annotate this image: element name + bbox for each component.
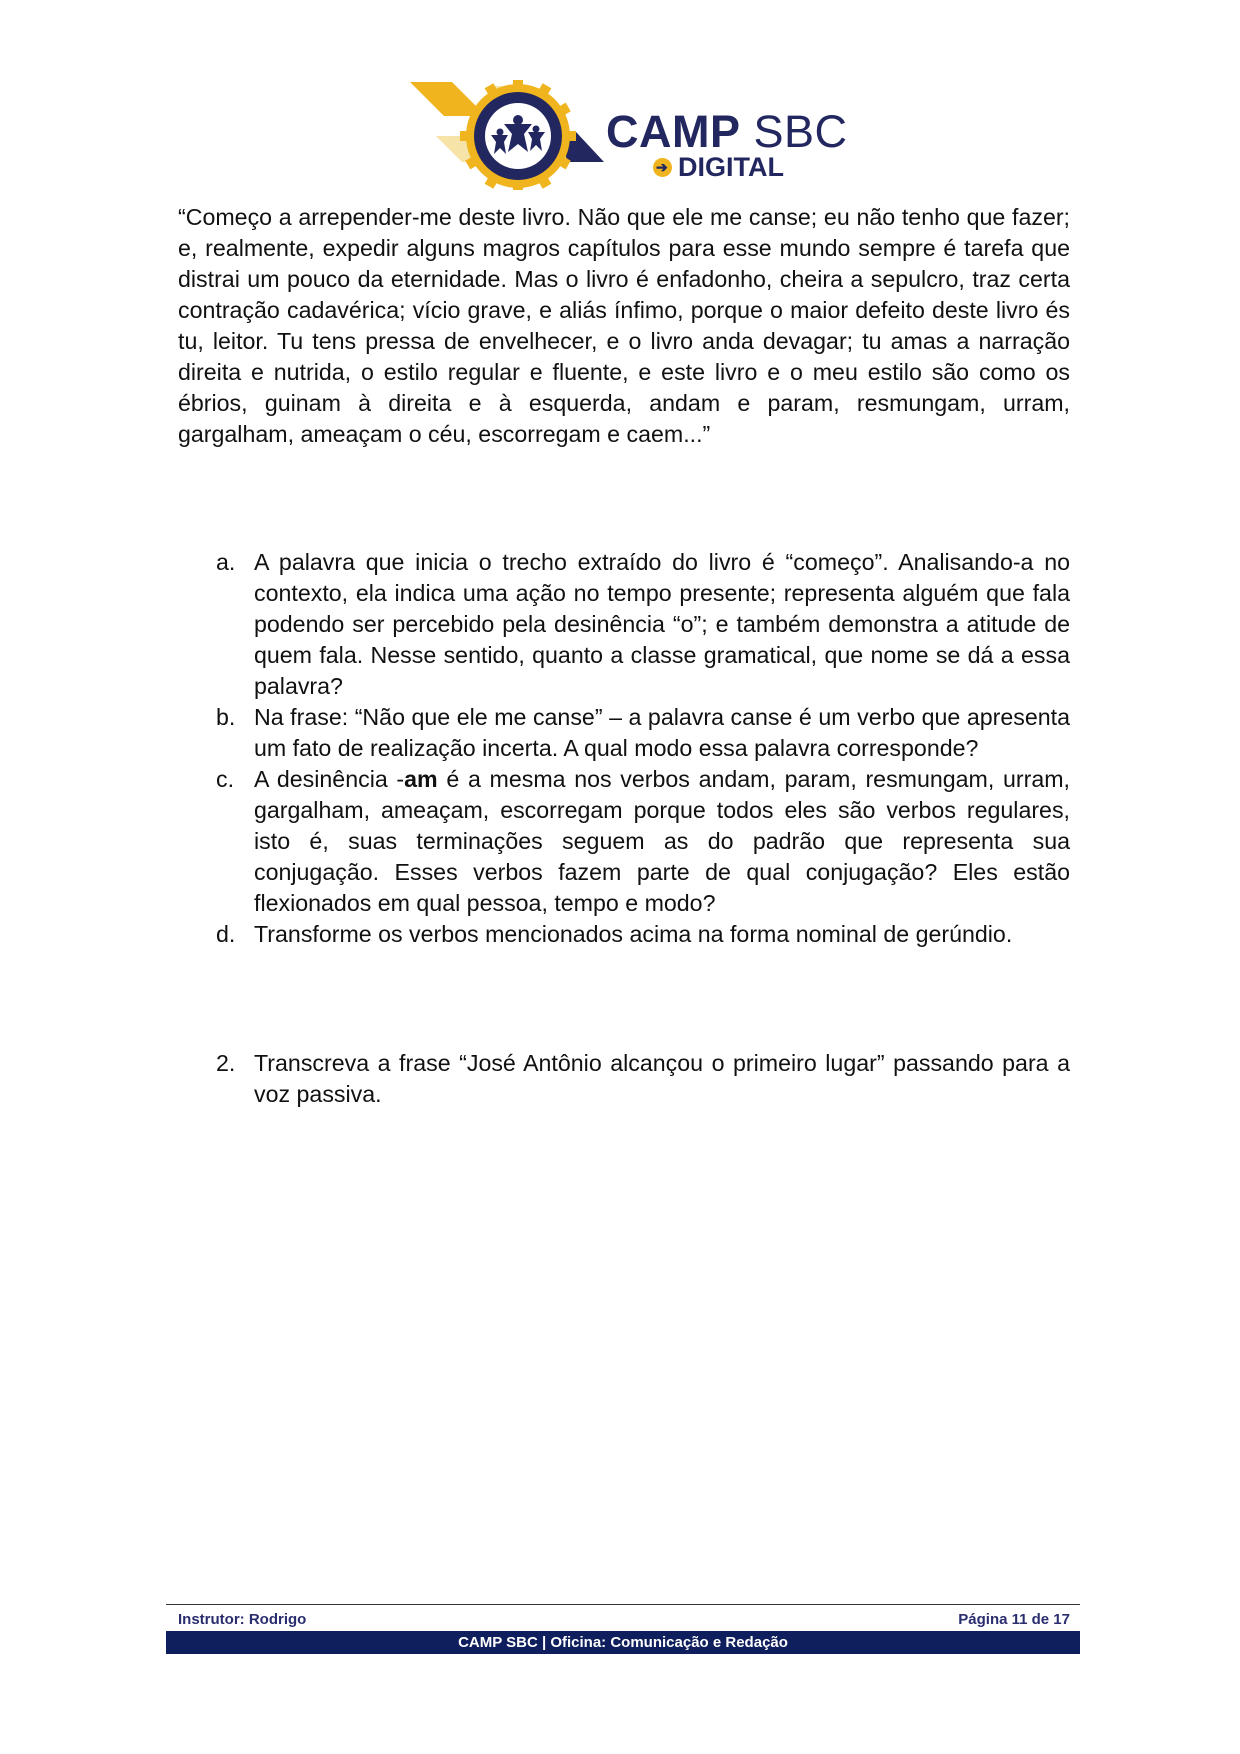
camp-sbc-logo [408, 80, 848, 190]
list-marker: c. [216, 766, 235, 792]
question-text: A palavra que inicia o trecho extraído do livro é “começo”. Analisando-a no contexto, ela indica uma ação no tempo presente; representa alguém que fala podendo ser percebido pela desinência “o”; e também demonstra a atitude de quem fala. Nesse sentido, quanto a classe gramatical, que nome se dá a essa palavra? [254, 549, 1070, 699]
list-marker: a. [216, 549, 236, 575]
literary-quote: “Começo a arrepender-me deste livro. Não que ele me canse; eu não tenho que fazer; e, realmente, expedir alguns magros capítulos para esse mundo sempre é tarefa que distrai um pouco da eternidade. Mas o livro é enfadonho, cheira a sepulcro, traz certa contração cadavérica; vício grave, e aliás ínfimo, porque o maior defeito deste livro és tu, leitor. Tu tens pressa de envelhecer, e o livro anda devagar; tu amas a narração direita e nutrida, o estilo regular e fluente, e este livro e o meu estilo são como os ébrios, guinam à direita e à esquerda, andam e param, resmungam, urram, gargalham, ameaçam o céu, escorregam e caem...” [178, 204, 1070, 447]
instructor-label: Instrutor: Rodrigo [178, 1611, 307, 1628]
brand-sbc: SBC [753, 106, 848, 157]
arrow-right-circle-icon [653, 158, 672, 177]
list-marker: 2. [216, 1050, 236, 1076]
list-marker: b. [216, 704, 236, 730]
list-marker: d. [216, 921, 236, 947]
question-item-c [212, 764, 1070, 919]
footer-info [178, 1609, 1070, 1631]
question-item-d [212, 919, 1070, 950]
brand-name [606, 106, 848, 157]
brand-digital-label: DIGITAL [678, 152, 784, 182]
question-text: Transforme os verbos mencionados acima na forma nominal de gerúndio. [254, 921, 1013, 947]
question-text: Transcreva a frase “José Antônio alcançou o primeiro lugar” passando para a voz passiva. [254, 1050, 1070, 1107]
question-2 [212, 1048, 1070, 1110]
question-item-b [212, 702, 1070, 764]
question-text-part: A desinência - [254, 766, 405, 792]
bold-suffix: am [404, 766, 438, 792]
question-list [212, 547, 1070, 950]
brand-digital [653, 154, 784, 181]
footer-course-bar: CAMP SBC | Oficina: Comunicação e Redação [166, 1631, 1080, 1654]
page-number: Página 11 de 17 [958, 1611, 1070, 1628]
question-text: Na frase: “Não que ele me canse” – a palavra canse é um verbo que apresenta um fato de realização incerta. A qual modo essa palavra corresponde? [254, 704, 1070, 761]
question-text-part: é a mesma nos verbos andam, param, resmungam, urram, gargalham, ameaçam, escorregam porque todos eles são verbos regulares, isto é, suas terminações seguem as do padrão que representa sua conjugação. Esses verbos fazem parte de qual conjugação? Eles estão flexionados em qual pessoa, tempo e modo? [254, 766, 1070, 916]
question-item-a [212, 547, 1070, 702]
question-text [254, 766, 1070, 916]
seal-emblem-icon [408, 80, 608, 190]
footer-divider [166, 1604, 1080, 1605]
brand-camp: CAMP [606, 106, 741, 157]
